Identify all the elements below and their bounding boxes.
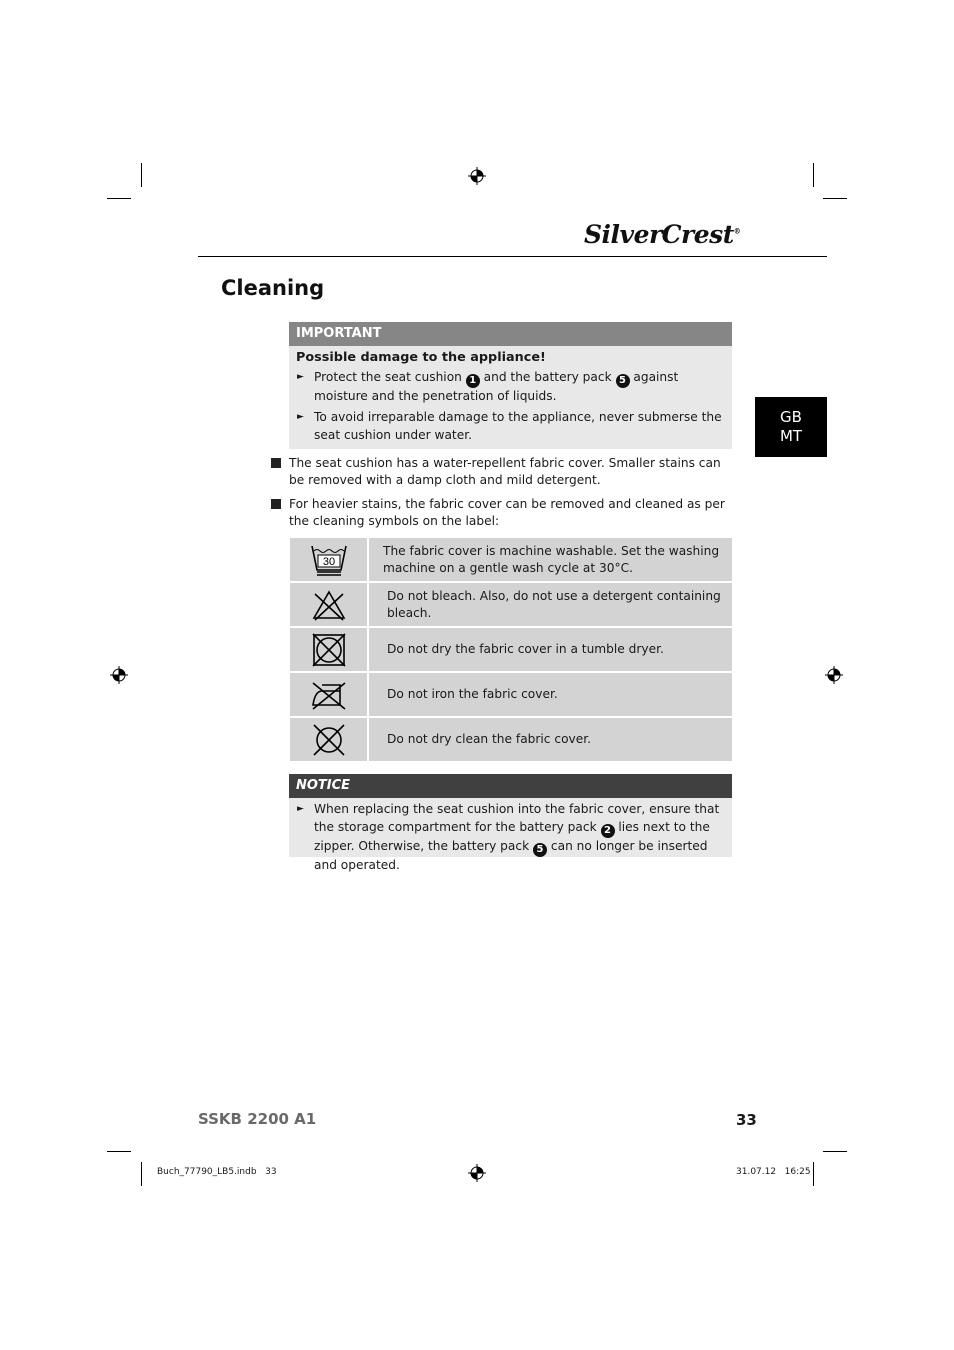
no-dry-clean-icon — [311, 723, 347, 757]
care-symbols-table — [290, 538, 732, 763]
paragraph: For heavier stains, the fabric cover can be removed and cleaned as per the cleaning symbols on the label: — [289, 497, 725, 528]
model-number: SSKB 2200 A1 — [198, 1110, 317, 1128]
crop-mark — [823, 1151, 847, 1152]
symbol-description: Do not dry clean the fabric cover. — [369, 718, 732, 761]
part-number-badge: 1 — [466, 374, 480, 388]
part-number-badge: 5 — [533, 843, 547, 857]
file-info: Buch_77790_LB5.indb 33 — [157, 1167, 277, 1177]
arrow-icon: ► — [297, 412, 304, 422]
symbol-description: Do not iron the fabric cover. — [369, 673, 732, 716]
table-row — [290, 718, 732, 761]
important-heading: Possible damage to the appliance! — [296, 350, 546, 365]
table-row — [290, 538, 732, 581]
language-tab: GB MT — [755, 397, 827, 457]
print-date: 31.07.12 16:25 — [736, 1167, 811, 1177]
symbol-description: Do not dry the fabric cover in a tumble dryer. — [369, 628, 732, 671]
crop-mark — [141, 1162, 142, 1186]
crop-mark — [107, 198, 131, 199]
arrow-icon: ► — [297, 804, 304, 814]
important-box — [289, 322, 732, 449]
important-bullet: ► To avoid irreparable damage to the appliance, never submerse the seat cushion under water. — [297, 410, 722, 442]
important-label: IMPORTANT — [289, 322, 732, 346]
table-row — [290, 673, 732, 716]
no-tumble-dry-icon — [311, 632, 347, 668]
no-bleach-icon — [311, 588, 347, 622]
registration-mark-icon — [825, 666, 843, 684]
registration-mark-icon — [468, 1164, 486, 1182]
crop-mark — [813, 163, 814, 187]
table-row — [290, 628, 732, 671]
header-rule — [198, 256, 827, 257]
crop-mark — [823, 198, 847, 199]
crop-mark — [107, 1151, 131, 1152]
notice-box — [289, 774, 732, 872]
svg-text:30: 30 — [322, 555, 335, 568]
brand-logo: SilverCrest® — [584, 220, 741, 249]
notice-label: NOTICE — [289, 774, 732, 798]
page-title: Cleaning — [221, 276, 325, 300]
crop-mark — [141, 163, 142, 187]
no-iron-icon — [310, 679, 348, 711]
part-number-badge: 5 — [616, 374, 630, 388]
arrow-icon: ► — [297, 371, 304, 382]
part-number-badge: 2 — [601, 824, 615, 838]
registration-mark-icon — [468, 167, 486, 185]
wash-30-icon — [309, 543, 349, 577]
paragraph: The seat cushion has a water-repellent fabric cover. Smaller stains can be removed with a damp cloth and mild detergent. — [289, 456, 721, 487]
symbol-description: The fabric cover is machine washable. Set the washing machine on a gentle wash cycle at 30°C. — [369, 538, 732, 581]
bullet-square-icon — [271, 458, 281, 468]
registration-mark-icon — [110, 666, 128, 684]
crop-mark — [813, 1162, 814, 1186]
page-number: 33 — [736, 1111, 757, 1129]
important-bullet: ► Protect the seat cushion 1 and the battery pack 5 against moisture and the penetration of liquids. — [297, 369, 679, 403]
bullet-square-icon — [271, 499, 281, 509]
symbol-description: Do not bleach. Also, do not use a detergent containing bleach. — [369, 583, 732, 626]
table-row — [290, 583, 732, 626]
notice-bullet: ► When replacing the seat cushion into the fabric cover, ensure that the storage compartment for the battery pack 2 lies next to the zipper. Otherwise, the battery pack 5 can no longer be inserted and operated. — [297, 802, 720, 872]
